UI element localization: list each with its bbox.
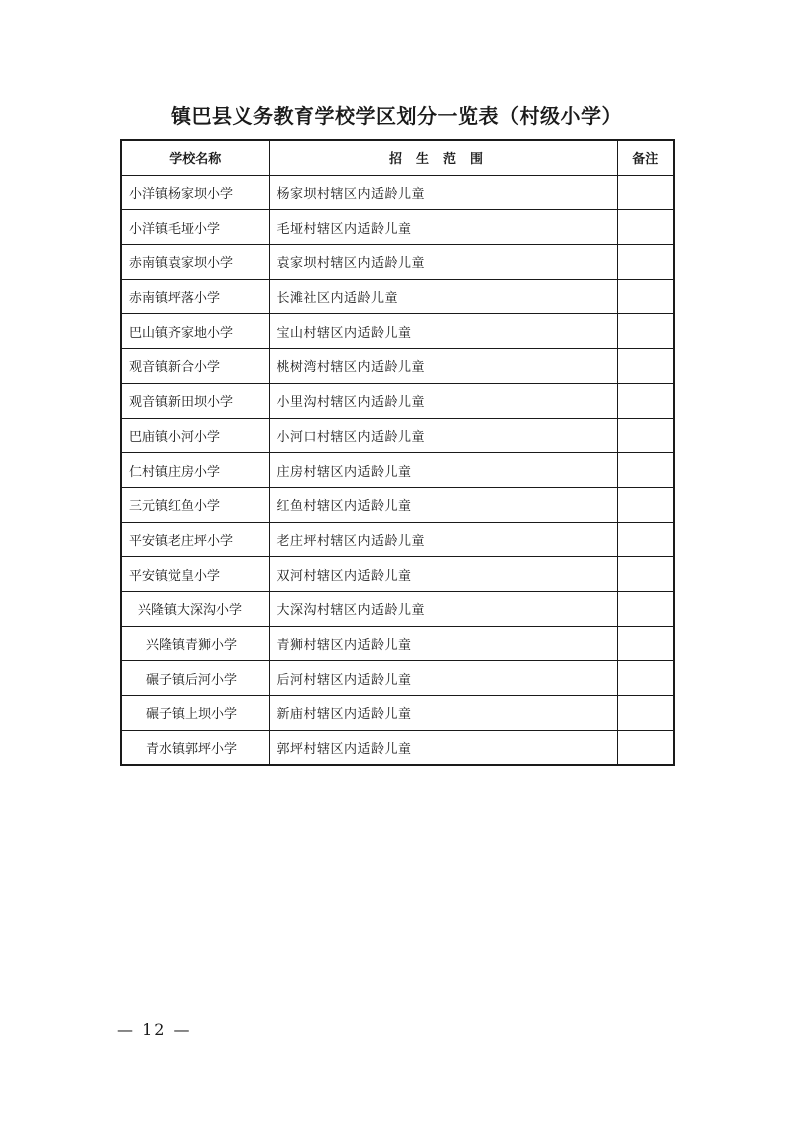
school-name-cell: 巴庙镇小河小学 [121, 418, 269, 453]
remarks-cell [617, 453, 674, 488]
enrollment-range-cell: 宝山村辖区内适龄儿童 [269, 314, 617, 349]
enrollment-range-cell: 双河村辖区内适龄儿童 [269, 557, 617, 592]
remarks-cell [617, 210, 674, 245]
remarks-cell [617, 418, 674, 453]
enrollment-range-cell: 新庙村辖区内适龄儿童 [269, 696, 617, 731]
enrollment-range-cell: 大深沟村辖区内适龄儿童 [269, 591, 617, 626]
table-row [121, 557, 674, 592]
remarks-cell [617, 626, 674, 661]
school-name-cell: 赤南镇坪落小学 [121, 279, 269, 314]
school-name-cell: 小洋镇杨家坝小学 [121, 175, 269, 210]
table-row [121, 418, 674, 453]
school-name-cell: 观音镇新田坝小学 [121, 383, 269, 418]
header-school-name: 学校名称 [121, 140, 269, 175]
remarks-cell [617, 175, 674, 210]
table-row [121, 314, 674, 349]
enrollment-range-cell: 郭坪村辖区内适龄儿童 [269, 730, 617, 765]
school-name-cell: 青水镇郭坪小学 [121, 730, 269, 765]
table-row [121, 487, 674, 522]
remarks-cell [617, 557, 674, 592]
enrollment-range-cell: 桃树湾村辖区内适龄儿童 [269, 349, 617, 384]
remarks-cell [617, 522, 674, 557]
remarks-cell [617, 314, 674, 349]
enrollment-range-cell: 小里沟村辖区内适龄儿童 [269, 383, 617, 418]
school-name-cell: 平安镇觉皇小学 [121, 557, 269, 592]
school-name-cell: 观音镇新合小学 [121, 349, 269, 384]
table-row [121, 383, 674, 418]
remarks-cell [617, 730, 674, 765]
school-name-cell: 兴隆镇大深沟小学 [121, 591, 269, 626]
table-row [121, 453, 674, 488]
remarks-cell [617, 591, 674, 626]
table-row [121, 626, 674, 661]
header-enrollment-range: 招生范围 [269, 140, 617, 175]
table-header-row [121, 140, 674, 175]
enrollment-range-cell: 杨家坝村辖区内适龄儿童 [269, 175, 617, 210]
school-name-cell: 赤南镇袁家坝小学 [121, 245, 269, 280]
table-row [121, 245, 674, 280]
school-name-cell: 仁村镇庄房小学 [121, 453, 269, 488]
school-name-cell: 小洋镇毛垭小学 [121, 210, 269, 245]
enrollment-range-cell: 袁家坝村辖区内适龄儿童 [269, 245, 617, 280]
page-number: — 12 — [117, 1020, 192, 1039]
page-title: 镇巴县义务教育学校学区划分一览表（村级小学） [171, 104, 622, 128]
enrollment-range-cell: 老庄坪村辖区内适龄儿童 [269, 522, 617, 557]
school-name-cell: 巴山镇齐家地小学 [121, 314, 269, 349]
enrollment-range-cell: 长滩社区内适龄儿童 [269, 279, 617, 314]
table-row [121, 522, 674, 557]
school-name-cell: 平安镇老庄坪小学 [121, 522, 269, 557]
table-row [121, 349, 674, 384]
table-row [121, 696, 674, 731]
school-name-cell: 兴隆镇青狮小学 [121, 626, 269, 661]
enrollment-range-cell: 庄房村辖区内适龄儿童 [269, 453, 617, 488]
remarks-cell [617, 696, 674, 731]
remarks-cell [617, 349, 674, 384]
enrollment-range-cell: 小河口村辖区内适龄儿童 [269, 418, 617, 453]
table-row [121, 661, 674, 696]
remarks-cell [617, 245, 674, 280]
remarks-cell [617, 661, 674, 696]
school-name-cell: 三元镇红鱼小学 [121, 487, 269, 522]
enrollment-range-cell: 毛垭村辖区内适龄儿童 [269, 210, 617, 245]
table-row [121, 730, 674, 765]
table-row [121, 591, 674, 626]
header-remarks: 备注 [617, 140, 674, 175]
school-name-cell: 碾子镇上坝小学 [121, 696, 269, 731]
table-row [121, 279, 674, 314]
remarks-cell [617, 279, 674, 314]
enrollment-range-cell: 红鱼村辖区内适龄儿童 [269, 487, 617, 522]
school-name-cell: 碾子镇后河小学 [121, 661, 269, 696]
remarks-cell [617, 487, 674, 522]
remarks-cell [617, 383, 674, 418]
enrollment-range-cell: 青狮村辖区内适龄儿童 [269, 626, 617, 661]
enrollment-range-cell: 后河村辖区内适龄儿童 [269, 661, 617, 696]
table-row [121, 175, 674, 210]
school-district-table [120, 139, 675, 766]
table-row [121, 210, 674, 245]
